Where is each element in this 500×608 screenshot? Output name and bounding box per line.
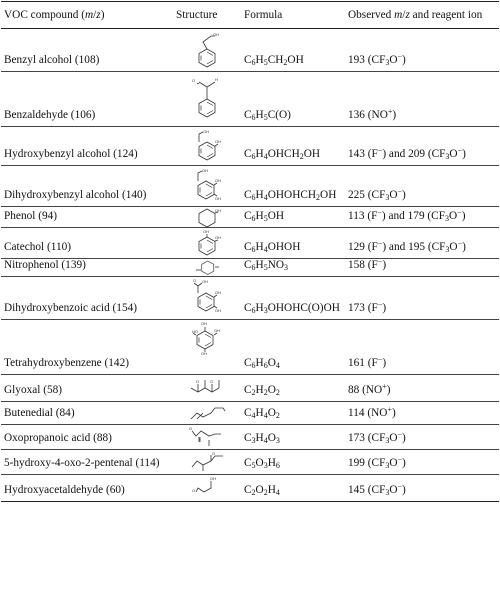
svg-text:O: O (212, 451, 216, 456)
svg-text:OH: OH (210, 476, 216, 481)
svg-text:H: H (215, 77, 218, 82)
observed-mz-cell: 114 (NO+) (348, 405, 396, 419)
table-header-row (1, 2, 499, 29)
dihydroxybenzyl-alcohol-structure-icon (193, 167, 221, 205)
svg-text:OH: OH (213, 32, 219, 37)
svg-text:O: O (196, 379, 200, 384)
svg-text:OH: OH (215, 139, 221, 144)
observed-mz-cell: 143 (F−) and 209 $(CF_3O^-)$ (348, 146, 466, 161)
compound-name-cell: Glyoxal (58) (4, 384, 63, 396)
compound-name-cell: Hydroxybenzyl alcohol (124) (4, 148, 138, 160)
structure-cell (173, 450, 241, 475)
observed-mz-cell: 88 (NO+) (348, 382, 391, 396)
observed-mz-cell: 129 (F−) and 195 $(CF_3O^-)$ (348, 239, 466, 254)
table-row (1, 425, 499, 450)
compound-name-cell: 5-hydroxy-4-oxo-2-pentenal (114) (4, 457, 160, 469)
structure-cell (173, 207, 241, 228)
structure-cell (173, 277, 241, 320)
svg-text:OH: OH (201, 351, 207, 356)
formula-cell: $C_5O_3H_6$ (244, 457, 280, 470)
header-observed: Observed m/z and reagent ion (348, 8, 483, 21)
dihydroxybenzoic-acid-structure-icon (193, 278, 221, 318)
table-row (1, 207, 499, 228)
structure-cell (173, 425, 241, 450)
hydroxy-oxo-pentenal-structure-icon (187, 451, 227, 473)
formula-cell: $C_6H_4OHOHCH_2OH$ (244, 189, 337, 202)
observed-mz-cell: 158 (F−) (348, 257, 387, 271)
glyoxal-structure-icon (188, 376, 226, 400)
header-formula: Formula (244, 8, 283, 21)
table-row (1, 259, 499, 277)
observed-mz-cell: 145 $(CF_3O^-)$ (348, 482, 406, 497)
observed-mz-cell: 173 $(CF_3O^-)$ (348, 430, 406, 445)
benzyl-alcohol-structure-icon (194, 30, 220, 70)
observed-mz-cell: 136 (NO+) (348, 107, 397, 121)
header-structure: Structure (176, 8, 218, 21)
observed-mz-cell: 113 (F−) and 179 $(CF_3O^-)$ (348, 208, 466, 223)
svg-text:OH: OH (202, 168, 208, 173)
compound-name-cell: Benzyl alcohol (108) (4, 54, 100, 66)
svg-text:OH: OH (201, 321, 207, 326)
svg-text:OH: OH (203, 129, 209, 134)
oxopropanoic-acid-structure-icon (187, 426, 227, 448)
svg-text:O: O (192, 488, 196, 493)
svg-text:O: O (192, 78, 196, 83)
formula-cell: $C_6H_5CH_2OH$ (244, 54, 304, 67)
compound-name-cell: Benzaldehyde (106) (4, 109, 96, 121)
observed-mz-cell: 225 $(CF_3O^-)$ (348, 187, 406, 202)
observed-mz-cell: 193 $(CF_3O^-)$ (348, 52, 406, 67)
catechol-structure-icon (194, 229, 220, 257)
svg-text:OH: OH (215, 235, 221, 240)
compound-name-cell: Butenedial (84) (4, 407, 75, 419)
formula-cell: $C_6H_6O_4$ (244, 357, 280, 370)
observed-mz-cell: 161 (F−) (348, 355, 387, 369)
table-row (1, 228, 499, 259)
phenol-structure-icon (194, 208, 220, 226)
compound-name-cell: Dihydroxybenzoic acid (154) (4, 302, 138, 314)
table-row (1, 72, 499, 127)
formula-cell: $C_2O_2H_4$ (244, 484, 280, 497)
compound-name-cell: Oxopropanoic acid (88) (4, 432, 112, 444)
structure-cell (173, 375, 241, 402)
structure-cell (173, 320, 241, 375)
structure-cell (173, 29, 241, 72)
observed-mz-cell: 199 $(CF_3O^-)$ (348, 455, 406, 470)
compound-name-cell: Dihydroxybenzyl alcohol (140) (4, 189, 147, 201)
structure-cell (173, 475, 241, 502)
svg-text:OH: OH (214, 328, 220, 333)
table-row (1, 29, 499, 72)
structure-cell (173, 72, 241, 127)
compound-name-cell: Hydroxyacetaldehyde (60) (4, 484, 125, 496)
tetrahydroxybenzene-structure-icon (192, 321, 222, 373)
voc-compound-table (1, 1, 499, 502)
header-compound: VOC compound (m/z) (4, 8, 105, 21)
table-row (1, 277, 499, 320)
formula-cell: $C_6H_4OHOH$ (244, 241, 301, 254)
structure-cell (173, 166, 241, 207)
hydroxyacetaldehyde-structure-icon (192, 476, 222, 500)
svg-text:OH: OH (215, 196, 221, 201)
svg-text:O: O (193, 278, 197, 283)
compound-name-cell: Nitrophenol (139) (4, 259, 86, 271)
formula-cell: $C_6H_5C(O)$ (244, 109, 291, 122)
structure-cell (173, 402, 241, 425)
hydroxybenzyl-alcohol-structure-icon (194, 128, 220, 164)
compound-name-cell: Phenol (94) (4, 210, 58, 222)
formula-cell: $C_6H_5NO_3$ (244, 259, 289, 272)
svg-text:O: O (210, 379, 214, 384)
svg-text:HO: HO (192, 329, 198, 334)
svg-text:OH: OH (203, 229, 209, 234)
formula-cell: $C_3H_4O_3$ (244, 432, 280, 445)
table-row (1, 320, 499, 375)
compound-name-cell: Tetrahydroxybenzene (142) (4, 357, 129, 369)
svg-text:OH: OH (215, 178, 221, 183)
table-row (1, 375, 499, 402)
observed-mz-cell: 173 (F−) (348, 300, 387, 314)
formula-cell: $C_6H_4OHCH_2OH$ (244, 148, 321, 161)
svg-text:O: O (189, 426, 193, 431)
table-row (1, 475, 499, 502)
formula-cell: $C_4H_4O_2$ (244, 407, 280, 420)
svg-text:OH: OH (202, 279, 208, 284)
structure-cell (173, 228, 241, 259)
table-row (1, 450, 499, 475)
butenedial-structure-icon (187, 403, 227, 423)
table-row (1, 402, 499, 425)
table-row (1, 166, 499, 207)
formula-cell: $C_6H_3OHOHC(O)OH$ (244, 302, 340, 315)
structure-cell (173, 127, 241, 166)
formula-cell: $C_2H_2O_2$ (244, 384, 280, 397)
nitrophenol-structure-icon (193, 261, 221, 275)
compound-name-cell: Catechol (110) (4, 241, 72, 253)
svg-text:OH: OH (215, 208, 221, 213)
table-row (1, 127, 499, 166)
svg-text:OH: OH (215, 308, 221, 313)
structure-cell (173, 259, 241, 277)
formula-cell: $C_6H_5OH$ (244, 210, 285, 223)
benzaldehyde-structure-icon (190, 73, 224, 125)
svg-text:OH: OH (215, 290, 221, 295)
